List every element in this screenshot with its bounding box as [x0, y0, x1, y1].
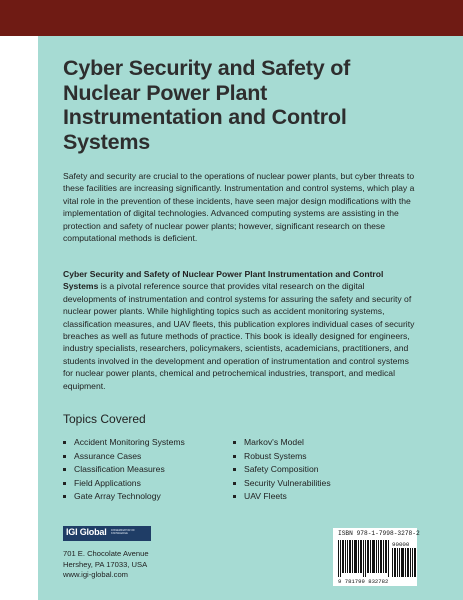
publisher-logo [63, 526, 151, 541]
intro-paragraph: Safety and security are crucial to the operations of nuclear power plants, but cyber threats to these facilities are increasing significantly. Instrumentation and control systems, which play a vital role in the prevention of these incidents, have seen major design modifications with the implementation of digital technologies. Advanced computing systems are assisting in the protection and safety of nuclear power plants; however, significant research on these computational methods is deficient. [63, 171, 415, 244]
price-barcode-icon [392, 548, 416, 577]
topics-heading: Topics Covered [63, 412, 146, 426]
bullet-icon [63, 482, 66, 485]
bullet-icon [63, 495, 66, 498]
topic-label: UAV Fleets [244, 491, 287, 502]
bullet-icon [63, 441, 66, 444]
bullet-icon [233, 441, 236, 444]
publisher-logo-tagline: DISSEMINATOR OF KNOWLEDGE [111, 529, 135, 535]
topic-item [63, 477, 185, 491]
book-title: Cyber Security and Safety of Nuclear Power Plant Instrumentation and Control Systems [63, 56, 351, 154]
topic-item [63, 450, 185, 464]
publisher-logo-text: IGI Global [66, 527, 107, 537]
topic-label: Safety Composition [244, 464, 319, 475]
topics-list-left [63, 436, 185, 504]
description-text: is a pivotal reference source that provides vital research on the digital developments of instrumentation and control systems for assuring the safety and security of nuclear power plants. While highlighting topics such as accident monitoring systems, classification measures, and UAV fleets, this publication explores individual cases of security breaches as well as future methods of practice. This book is ideally designed for engineers, industry specialists, researchers, policymakers, scientists, academicians, practitioners, and students involved in the development and operation of instrumentation and control systems for nuclear power plants, chemical and petrochemical industries, transport, and medical equipment. [63, 281, 415, 391]
topic-item [233, 436, 331, 450]
publisher-website: www.igi-global.com [63, 570, 128, 580]
bullet-icon [233, 482, 236, 485]
bullet-icon [63, 455, 66, 458]
topic-item [63, 490, 185, 504]
bullet-icon [233, 468, 236, 471]
topic-label: Robust Systems [244, 450, 307, 461]
top-color-band [0, 0, 463, 36]
bullet-icon [233, 455, 236, 458]
topic-label: Classification Measures [74, 464, 165, 475]
topic-label: Markov's Model [244, 437, 304, 447]
description-paragraph [63, 268, 418, 392]
isbn-text: ISBN 978-1-7998-3278-2 [338, 530, 420, 537]
publisher-address [63, 549, 149, 581]
bullet-icon [233, 495, 236, 498]
ean-number: 9 781799 832782 [338, 578, 389, 585]
bullet-icon [63, 468, 66, 471]
barcode-icon [338, 540, 390, 577]
address-line: Hershey, PA 17033, USA [63, 559, 148, 569]
topic-label: Field Applications [74, 477, 141, 488]
topic-item [233, 490, 331, 504]
price-code: 90000 [392, 541, 410, 548]
topic-item [233, 477, 331, 491]
address-line: 701 E. Chocolate Avenue [63, 549, 149, 558]
topic-item [233, 450, 331, 464]
topic-item [63, 463, 185, 477]
topic-label: Assurance Cases [74, 450, 142, 461]
topic-label: Gate Array Technology [74, 491, 161, 502]
topic-item [63, 436, 185, 450]
topic-item [233, 463, 331, 477]
description-book-title: Cyber Security and Safety of Nuclear Power Plant Instrumentation and Control Systems [63, 269, 384, 292]
topics-list-right [233, 436, 331, 504]
topic-label: Accident Monitoring Systems [74, 437, 185, 447]
topic-label: Security Vulnerabilities [244, 477, 331, 488]
